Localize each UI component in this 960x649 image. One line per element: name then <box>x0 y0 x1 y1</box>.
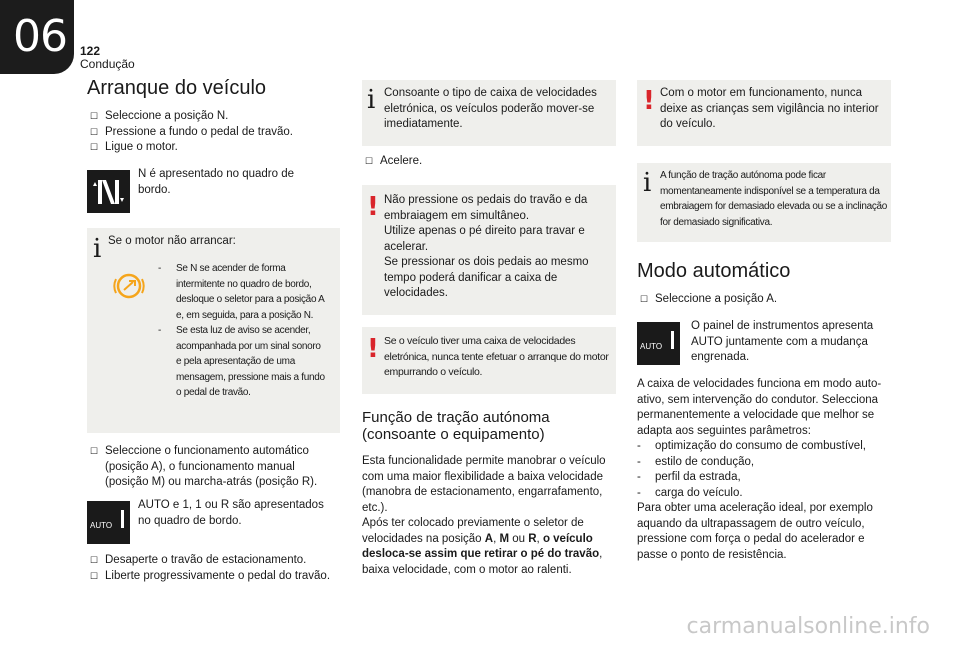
auto-mode-step <box>640 292 880 308</box>
warning-icon: ! <box>367 192 379 222</box>
step-item: ☐ Liberte progressivamente o pedal do travão. <box>90 569 350 585</box>
children-warning: Com o motor em funcionamento, nunca deixe as crianças sem vigilância no interior do veículo. <box>660 87 879 130</box>
info-title: Se o motor não arrancar: <box>108 235 236 247</box>
auto-mode-description <box>637 377 891 563</box>
traction-para-b2: , baixa velocidade, com o motor ao ralenti. <box>362 548 603 576</box>
gear-digit <box>671 331 674 349</box>
section-name: Condução <box>80 57 135 71</box>
auto-param-item: - perfil da estrada, <box>637 470 891 486</box>
warning-icon: ! <box>367 334 379 364</box>
page-number: 122 <box>80 44 101 58</box>
step-item: ☐ Ligue o motor. <box>90 140 340 156</box>
traction-para-b1: Após ter colocado previamente o seletor de velocidades na posição <box>362 517 584 545</box>
step-item: ☐ Seleccione a posição A. <box>640 292 880 308</box>
auto-param-item: - estilo de condução, <box>637 455 891 471</box>
step-item: ☐ Acelere. <box>365 154 605 170</box>
info-list <box>158 261 328 401</box>
section-title-auto-mode: Modo automático <box>637 260 791 282</box>
info-icon: i <box>367 85 376 115</box>
mode-step <box>90 444 340 491</box>
auto-para-1: A caixa de velocidades funciona em modo auto-ativo, sem intervenção do condutor. Selecciona permanentemente a velocidade que melhor se adapta aos seguintes parâmetros: <box>637 378 882 437</box>
step-item: ☐ Desaperte o travão de estacionamento. <box>90 553 350 569</box>
step-item: ☐ Seleccione o funcionamento automático (posição A), o funcionamento manual (posição M) ou marcha-atrás (posição R). <box>90 444 340 491</box>
watermark: carmanualsonline.info <box>686 614 930 639</box>
auto-icon-label: AUTO <box>640 342 663 351</box>
traction-description: Esta funcionalidade permite manobrar o veículo com uma maior flexibilidade a baixa velocidade (manobra de estacionamento, engarrafamento, etc.). Após ter colocado previamente o seletor de velocidades na posição A, M ou R, o veículo desloca-se assim que retirar o pé do travão, baixa velocidade, com o motor ao ralenti. <box>362 455 606 576</box>
auto-para-2: Para obter uma aceleração ideal, por exemplo aquando da ultrapassagem de outro veículo, pressione com força o pedal do acelerador e passe o ponto de resistência. <box>637 502 873 561</box>
traction-para-a: Esta funcionalidade permite manobrar o veículo com uma maior flexibilidade a baixa velocidade (manobra de estacionamento, engarrafamento, etc.). <box>362 455 606 514</box>
info-list-item: - Se N se acender de forma intermitente no quadro de bordo, desloque o seletor para a posição A e, em seguida, para a posição N. <box>158 261 328 323</box>
auto-param-item: - optimização do consumo de combustível, <box>637 439 891 455</box>
info-list-item: - Se esta luz de aviso se acender, acompanhada por um sinal sonoro e pela apresentação de uma mensagem, pressione mais a fundo o pedal de travão. <box>158 323 328 401</box>
push-start-warning: Se o veículo tiver uma caixa de velocidades eletrónica, nunca tente efetuar o arranque do motor empurrando o veículo. <box>384 335 609 378</box>
pedals-warning: Não pressione os pedais do travão e da embraiagem em simultâneo. Utilize apenas o pé direito para travar e acelerar. Se pressionar os dois pedais ao mesmo tempo poderá danificar a caixa de velocidades. <box>384 194 589 299</box>
auto-icon-label: AUTO <box>90 521 113 530</box>
auto-display-icon <box>637 322 680 365</box>
auto-display-icon <box>87 501 130 544</box>
info-icon: i <box>93 234 102 264</box>
auto-note: AUTO e 1, 1 ou R são apresentados no quadro de bordo. <box>138 499 324 527</box>
brake-warning-icon <box>111 268 147 304</box>
n-indicator-icon <box>87 170 130 213</box>
traction-info: A função de tração autónoma pode ficar momentaneamente indisponível se a temperatura da embraiagem for demasiado elevada ou se a inclinação for demasiado significativa. <box>660 170 888 228</box>
auto-panel-note: O painel de instrumentos apresenta AUTO juntamente com a mudança engrenada. <box>691 320 874 363</box>
n-note: N é apresentado no quadro de bordo. <box>138 168 295 196</box>
gear-digit <box>121 510 124 528</box>
section-title-traction: Função de tração autónoma (consoante o equipamento) <box>362 409 550 443</box>
gearbox-info: Consoante o tipo de caixa de velocidades eletrónica, os veículos poderão mover-se imediatamente. <box>384 87 597 130</box>
step-item: ☐ Seleccione a posição N. <box>90 109 340 125</box>
step-item: ☐ Pressione a fundo o pedal de travão. <box>90 125 340 141</box>
chapter-number: 06 <box>13 11 67 62</box>
release-steps <box>90 553 350 584</box>
traction-bold-phrase: o veículo desloca-se assim que retirar o pé do travão <box>362 532 600 560</box>
info-icon: i <box>643 168 652 198</box>
accelerate-step <box>365 154 605 170</box>
warning-icon: ! <box>643 86 655 116</box>
auto-param-item: - carga do veículo. <box>637 486 891 502</box>
section-title-arranque: Arranque do veículo <box>87 77 267 99</box>
auto-params-list <box>637 439 891 501</box>
start-steps <box>90 109 340 156</box>
